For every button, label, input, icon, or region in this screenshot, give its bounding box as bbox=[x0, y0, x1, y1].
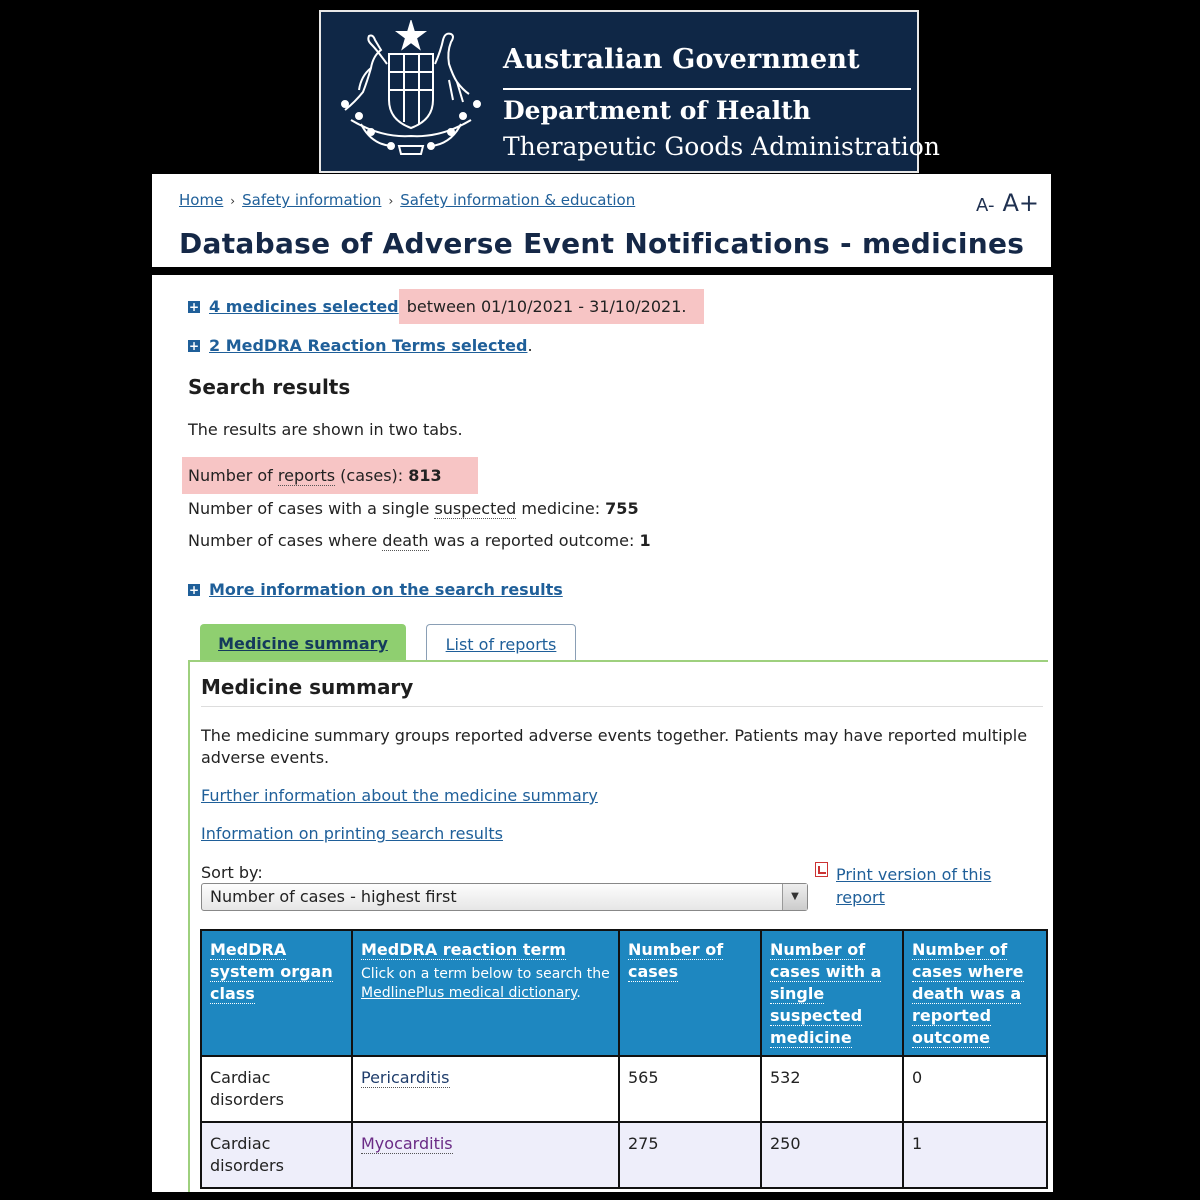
breadcrumb-safety-education[interactable]: Safety information & education bbox=[400, 191, 636, 209]
page-title: Database of Adverse Event Notifications - medicines bbox=[179, 227, 1025, 260]
death-outcome-stat: Number of cases where death was a reported outcome: 1 bbox=[188, 531, 651, 550]
tab-medicine-summary[interactable]: Medicine summary bbox=[200, 624, 406, 660]
death-value: 1 bbox=[639, 531, 651, 550]
sort-by-value: Number of cases - highest first bbox=[210, 887, 457, 906]
header-death-outcome[interactable]: Number of cases where death was a reported outcome bbox=[903, 930, 1047, 1056]
single-suspected-stat: Number of cases with a single suspected medicine: 755 bbox=[188, 499, 639, 518]
banner-government-text: Australian Government bbox=[503, 44, 860, 75]
cell-number-of-cases: 275 bbox=[619, 1122, 761, 1188]
sort-by-select[interactable] bbox=[201, 883, 808, 911]
government-banner bbox=[319, 10, 940, 173]
reaction-term-link[interactable]: Myocarditis bbox=[361, 1134, 453, 1153]
decrease-font-button[interactable]: A- bbox=[976, 195, 995, 216]
reaction-terms-suffix: . bbox=[527, 336, 533, 355]
cell-death-outcome: 0 bbox=[903, 1056, 1047, 1122]
table-row bbox=[201, 1122, 1047, 1188]
breadcrumb bbox=[179, 191, 635, 209]
expand-icon[interactable]: + bbox=[188, 300, 200, 314]
more-info-link[interactable]: More information on the search results bbox=[209, 580, 563, 599]
suspected-term[interactable]: suspected bbox=[434, 499, 517, 518]
header-number-of-cases[interactable]: Number of cases bbox=[619, 930, 761, 1056]
cell-single-suspected: 532 bbox=[761, 1056, 903, 1122]
header-reaction-term[interactable]: MedDRA reaction term Click on a term below to search the MedlinePlus medical dictionary. bbox=[352, 930, 619, 1056]
printing-information-link[interactable]: Information on printing search results bbox=[201, 824, 503, 843]
font-size-controls bbox=[976, 189, 1039, 217]
coat-of-arms-icon bbox=[331, 20, 491, 162]
number-of-reports-stat: Number of reports (cases): 813 bbox=[182, 457, 478, 494]
cell-reaction-term bbox=[352, 1056, 619, 1122]
further-information-link[interactable]: Further information about the medicine summary bbox=[201, 786, 598, 805]
header-card bbox=[152, 174, 1051, 267]
print-version-link[interactable]: Print version of this report bbox=[836, 865, 992, 907]
reaction-term-hint: Click on a term below to search the MedlinePlus medical dictionary. bbox=[361, 966, 610, 1001]
main-content bbox=[152, 275, 1053, 1192]
reaction-term-link[interactable]: Pericarditis bbox=[361, 1068, 450, 1087]
chevron-down-icon[interactable]: ▼ bbox=[782, 884, 807, 910]
divider bbox=[201, 706, 1043, 707]
expand-icon[interactable]: + bbox=[188, 583, 200, 597]
cell-single-suspected: 250 bbox=[761, 1122, 903, 1188]
reports-term[interactable]: reports bbox=[277, 466, 336, 485]
medlineplus-link[interactable]: MedlinePlus medical dictionary bbox=[361, 985, 577, 1001]
reaction-terms-filter bbox=[188, 336, 533, 355]
breadcrumb-safety-information[interactable]: Safety information bbox=[242, 191, 382, 209]
breadcrumb-home[interactable]: Home bbox=[179, 191, 224, 209]
reaction-terms-link[interactable]: 2 MedDRA Reaction Terms selected bbox=[209, 336, 528, 355]
date-range-text: between 01/10/2021 - 31/10/2021. bbox=[399, 289, 705, 324]
expand-icon[interactable]: + bbox=[188, 339, 200, 353]
search-results-heading: Search results bbox=[188, 375, 351, 399]
more-info-row bbox=[188, 580, 563, 599]
banner-department-text: Department of Health bbox=[503, 96, 811, 125]
table-header-row bbox=[201, 930, 1047, 1056]
medicines-selected-link[interactable]: 4 medicines selected bbox=[209, 297, 399, 316]
pdf-icon bbox=[815, 862, 828, 877]
breadcrumb-separator: › bbox=[388, 194, 394, 208]
cell-death-outcome: 1 bbox=[903, 1122, 1047, 1188]
medicines-filter bbox=[188, 297, 704, 316]
header-single-suspected[interactable]: Number of cases with a single suspected medicine bbox=[761, 930, 903, 1056]
table-row bbox=[201, 1056, 1047, 1122]
breadcrumb-separator: › bbox=[230, 194, 236, 208]
cell-reaction-term bbox=[352, 1122, 619, 1188]
increase-font-button[interactable]: A+ bbox=[1002, 189, 1039, 217]
medicine-summary-heading: Medicine summary bbox=[201, 675, 414, 699]
tab-list-of-reports[interactable]: List of reports bbox=[426, 624, 576, 660]
cell-organ-class: Cardiac disorders bbox=[201, 1122, 352, 1188]
death-term[interactable]: death bbox=[382, 531, 429, 550]
banner-tga-text: Therapeutic Goods Administration bbox=[503, 132, 940, 161]
results-table bbox=[200, 929, 1048, 1189]
header-organ-class[interactable]: MedDRA system organ class bbox=[201, 930, 352, 1056]
search-results-description: The results are shown in two tabs. bbox=[188, 420, 463, 439]
reports-value: 813 bbox=[408, 466, 442, 485]
banner-divider bbox=[503, 88, 911, 90]
cell-number-of-cases: 565 bbox=[619, 1056, 761, 1122]
single-suspected-value: 755 bbox=[605, 499, 639, 518]
medicine-summary-description: The medicine summary groups reported adverse events together. Patients may have reported multiple adverse events. bbox=[201, 726, 1028, 767]
sort-by-label: Sort by: bbox=[201, 863, 263, 882]
cell-organ-class: Cardiac disorders bbox=[201, 1056, 352, 1122]
